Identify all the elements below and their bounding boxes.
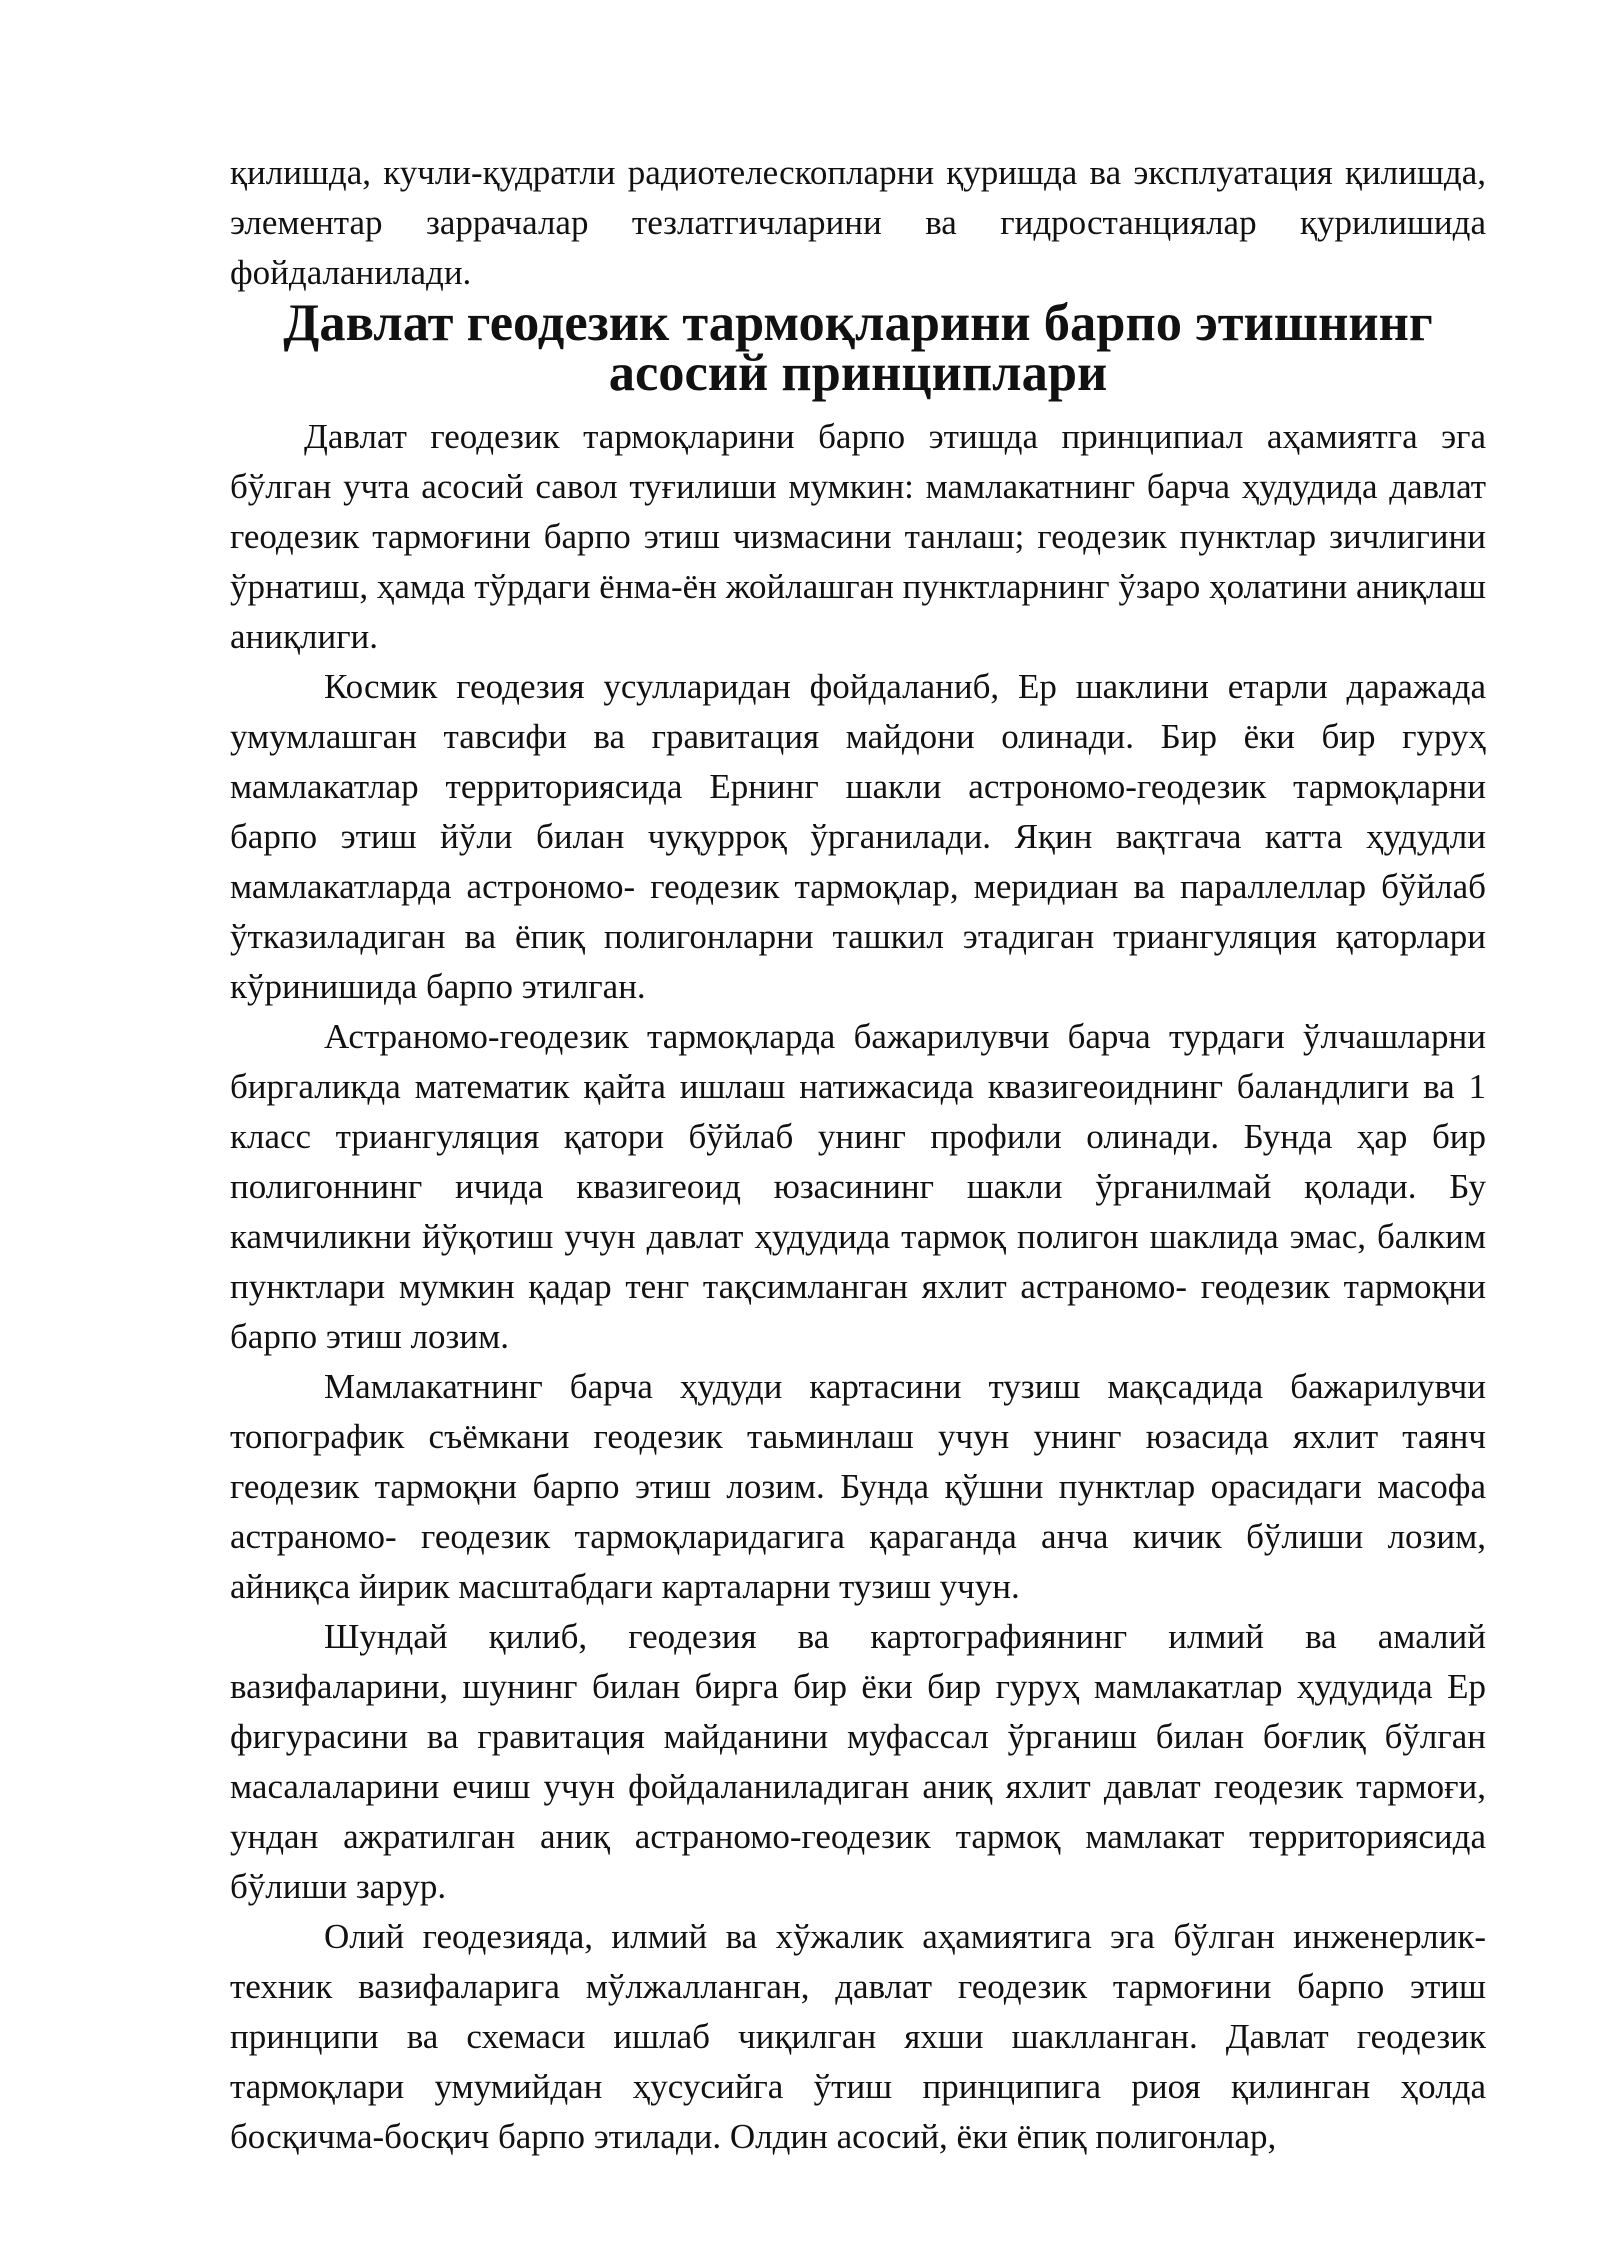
paragraph-4: Мамлакатнинг барча ҳудуди картасини тузиш мақсадида бажарилувчи топографик съёмкани геодезик таьминлаш учун унинг юзасида яхлит таянч геодезик тармоқни барпо этиш лозим. Бунда қўшни пунктлар орасидаги масофа астраномо- геодезик тармоқларидагига қараганда анча кичик бўлиши лозим, айниқса йирик масштабдаги карталарни тузиш учун. xyxy=(230,1367,1486,1606)
intro-paragraph: қилишда, кучли-қудратли радиотелескопларни қуришда ва эксплуатация қилишда, элементар заррачалар тезлатгичларини ва гидростанциялар қурилишида фойдаланилади. xyxy=(230,153,1486,292)
paragraph-5: Шундай қилиб, геодезия ва картографиянинг илмий ва амалий вазифаларини, шунинг билан бирга бир ёки бир гуруҳ мамлакатлар ҳудудида Ер фигурасини ва гравитация майданини муфассал ўрганиш билан боғлиқ бўлган масалаларини ечиш учун фойдаланиладиган аниқ яхлит давлат геодезик тармоғи, ундан ажратилган аниқ астраномо-геодезик тармоқ мамлакат территориясида бўлиши зарур. xyxy=(230,1617,1486,1906)
document-page xyxy=(230,148,1486,2162)
paragraph-6: Олий геодезияда, илмий ва хўжалик аҳамиятига эга бўлган инженерлик-техник вазифаларига мўлжалланган, давлат геодезик тармоғини барпо этиш принципи ва схемаси ишлаб чиқилган яхши шаклланган. Давлат геодезик тармоқлари умумийдан ҳусусийга ўтиш принципига риоя қилинган ҳолда босқичма-босқич барпо этилади. Олдин асосий, ёки ёпиқ полигонлар, xyxy=(230,1917,1486,2156)
paragraph-2: Космик геодезия усулларидан фойдаланиб, Ер шаклини етарли даражада умумлашган тавсифи ва гравитация майдони олинади. Бир ёки бир гуруҳ мамлакатлар территориясида Ернинг шакли астрономо-геодезик тармоқларни барпо этиш йўли билан чуқурроқ ўрганилади. Яқин вақтгача катта ҳудудли мамлакатларда астрономо- геодезик тармоқлар, меридиан ва параллеллар бўйлаб ўтказиладиган ва ёпиқ полигонларни ташкил этадиган триангуляция қаторлари кўринишида барпо этилган. xyxy=(230,667,1486,1006)
section-heading: Давлат геодезик тармоқларини барпо этишнинг асосий принциплари xyxy=(283,294,1433,402)
paragraph-1: Давлат геодезик тармоқларини барпо этишда принципиал аҳамиятга эга бўлган учта асосий савол туғилиши мумкин: мамлакатнинг барча ҳудудида давлат геодезик тармоғини барпо этиш чизмасини танлаш; геодезик пунктлар зичлигини ўрнатиш, ҳамда тўрдаги ёнма-ён жойлашган пунктларнинг ўзаро ҳолатини аниқлаш аниқлиги. xyxy=(230,417,1486,656)
paragraph-3: Астраномо-геодезик тармоқларда бажарилувчи барча турдаги ўлчашларни биргаликда математик қайта ишлаш натижасида квазигеоиднинг баландлиги ва 1 класс триангуляция қатори бўйлаб унинг профили олинади. Бунда ҳар бир полигоннинг ичида квазигеоид юзасининг шакли ўрганилмай қолади. Бу камчиликни йўқотиш учун давлат ҳудудида тармоқ полигон шаклида эмас, балким пунктлари мумкин қадар тенг тақсимланган яхлит астраномо- геодезик тармоқни барпо этиш лозим. xyxy=(230,1017,1486,1356)
